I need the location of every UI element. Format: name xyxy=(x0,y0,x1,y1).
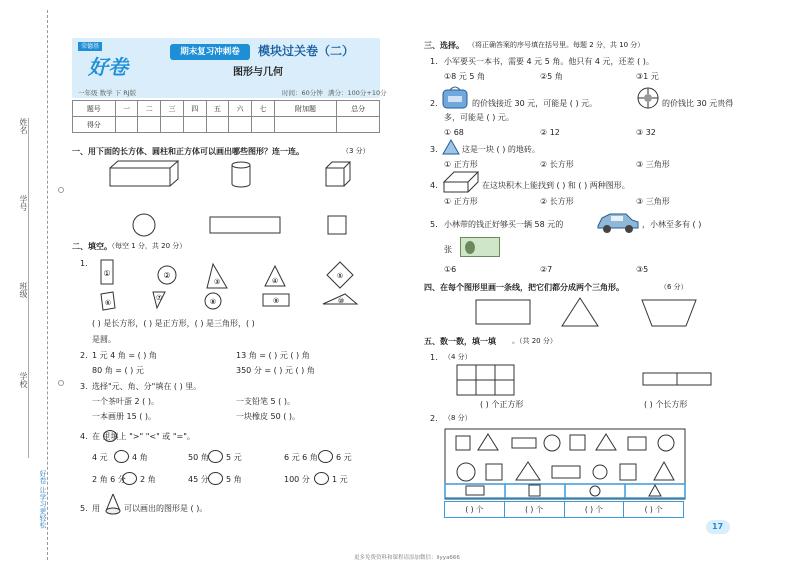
score-header-cell: 六 xyxy=(229,101,252,117)
prism-block-icon xyxy=(442,170,480,194)
brand-logo-text: 好卷 xyxy=(88,55,128,79)
banknote-icon xyxy=(460,237,500,257)
q3-4-opt-3[interactable]: ③ 三角形 xyxy=(636,197,670,206)
q5-1-number: 1. xyxy=(430,353,438,362)
count-answer-cell[interactable]: ( ) 个 xyxy=(445,502,505,518)
shape-10-triangle xyxy=(323,294,357,305)
q3-3-number: 3. xyxy=(430,145,438,154)
class-label: 班级 xyxy=(19,282,28,298)
brand-logo xyxy=(78,42,138,86)
score-cell[interactable] xyxy=(161,117,184,133)
q2-1-line1: ( ) 是长方形，( ) 是正方形，( ) 是三角形，( ) xyxy=(92,319,255,328)
q2-2-a: 1 元 4 角 = ( ) 角 xyxy=(92,351,157,360)
q3-1-opt-3[interactable]: ③1 元 xyxy=(636,72,659,81)
ball-icon xyxy=(636,86,660,110)
compare-circle-sample xyxy=(103,430,117,442)
section-5-title: 五、数一数，填一填 xyxy=(424,337,496,346)
q3-4-text: 在这块积木上能找到 ( ) 和 ( ) 两种图形。 xyxy=(482,181,630,190)
q3-5-opt-3[interactable]: ③5 xyxy=(636,265,649,274)
cmp-left: 2 角 6 分 xyxy=(92,475,126,484)
rectangle-shape xyxy=(210,217,280,233)
section-5-score: 。（共 20 分） xyxy=(512,337,557,345)
section-4-shapes xyxy=(470,296,700,330)
shape-label: ⑦ xyxy=(155,294,163,302)
score-cell[interactable] xyxy=(115,117,138,133)
q3-2-text-a: 的价钱接近 30 元，可能是 ( ) 元。 xyxy=(472,99,598,108)
trapezoid-to-split[interactable] xyxy=(642,300,696,326)
toy-car-icon xyxy=(596,210,640,234)
q3-1-opt-2[interactable]: ②5 角 xyxy=(540,72,563,81)
shape-1-rectangle xyxy=(101,260,113,284)
q2-4-number: 4. xyxy=(80,432,88,441)
q3-1-number: 1. xyxy=(430,57,438,66)
shape-7-triangle xyxy=(153,292,165,308)
score-info: 满分：100分+10分 xyxy=(328,89,387,97)
count-answer-cell[interactable]: ( ) 个 xyxy=(564,502,624,518)
triangle-to-split[interactable] xyxy=(562,298,598,326)
score-cell[interactable] xyxy=(252,117,275,133)
section-4-title: 四、在每个图形里画一条线，把它们都分成两个三角形。 xyxy=(424,283,624,292)
q3-5-text2: ，小林至多有 ( ) xyxy=(642,220,702,229)
q2-3-b: 一支铅笔 5 ( )。 xyxy=(236,397,295,406)
q3-5-opt-2[interactable]: ②7 xyxy=(540,265,553,274)
paper-title: 模块过关卷（二） xyxy=(258,44,355,58)
solids-row xyxy=(100,160,370,190)
q3-5-number: 5. xyxy=(430,220,438,229)
cmp-right: 2 角 xyxy=(140,475,156,484)
score-header-cell: 七 xyxy=(252,101,275,117)
q2-2-c: 80 角 = ( ) 元 xyxy=(92,366,144,375)
score-cell[interactable] xyxy=(206,117,229,133)
score-header-cell: 三 xyxy=(161,101,184,117)
paper-subtitle: 图形与几何 xyxy=(233,67,283,78)
section-3-title: 三、选择。 xyxy=(424,41,464,50)
q2-3-d: 一块橡皮 50 ( )。 xyxy=(236,412,301,421)
shape-label: ④ xyxy=(271,277,279,285)
q3-3-opt-1[interactable]: ① 正方形 xyxy=(444,160,478,169)
shape-3-triangle xyxy=(207,264,227,288)
score-header-cell: 一 xyxy=(115,101,138,117)
cuboid-shape xyxy=(110,161,178,186)
q3-2-text-c: 多，可能是 ( ) 元。 xyxy=(444,113,514,122)
compare-circle-input[interactable] xyxy=(122,472,137,485)
section-1-title: 一、用下面的长方体、圆柱和正方体可以画出哪些图形？连一连。 xyxy=(72,147,304,156)
q2-3-a: 一个茶叶蛋 2 ( )。 xyxy=(92,397,159,406)
cmp-right: 1 元 xyxy=(332,475,348,484)
q3-2-opt-2[interactable]: ② 12 xyxy=(540,128,560,137)
plane-shapes-row xyxy=(130,214,360,238)
shape-8-circle xyxy=(205,293,221,309)
q3-5-text3: 张 xyxy=(444,245,452,254)
cube-shape xyxy=(326,162,350,186)
q2-5-pre: 用 xyxy=(92,504,100,513)
count-answer-cell[interactable]: ( ) 个 xyxy=(624,502,684,518)
q2-3-title: 选择"元、角、分"填在 ( ) 里。 xyxy=(92,382,202,391)
section-4-score: （6 分） xyxy=(660,283,688,291)
compare-circle-input[interactable] xyxy=(208,472,223,485)
series-badge: 期末复习冲刺卷 xyxy=(170,44,250,60)
q3-1-opt-1[interactable]: ①8 元 5 角 xyxy=(444,72,485,81)
cmp-right: 4 角 xyxy=(132,453,148,462)
q3-3-opt-3[interactable]: ③ 三角形 xyxy=(636,160,670,169)
punch-hole xyxy=(58,187,64,193)
q2-2-d: 350 分 = ( ) 元 ( ) 角 xyxy=(236,366,315,375)
strip-figure xyxy=(642,372,712,386)
name-label: 姓名 xyxy=(19,118,28,134)
count-answer-cell[interactable]: ( ) 个 xyxy=(504,502,564,518)
score-header-cell: 二 xyxy=(138,101,161,117)
score-header-cell: 附加题 xyxy=(274,101,337,117)
score-header-cell: 总分 xyxy=(337,101,380,117)
q3-4-opt-2[interactable]: ② 长方形 xyxy=(540,197,574,206)
compare-circle-input[interactable] xyxy=(114,450,129,463)
shape-6-quadrilateral xyxy=(101,292,115,310)
numbered-shapes xyxy=(95,258,365,310)
score-cell[interactable] xyxy=(337,117,380,133)
q5-1-points: （4 分） xyxy=(444,353,472,361)
cmp-right: 6 元 xyxy=(336,453,352,462)
page-number: 17 xyxy=(712,522,724,531)
q3-4-opt-1[interactable]: ① 正方形 xyxy=(444,197,478,206)
shape-label: ⑨ xyxy=(272,297,280,305)
section-1-score: （3 分） xyxy=(342,147,370,155)
brand-note: 好卷 让学习更轻松 xyxy=(39,470,47,529)
q2-1-number: 1. xyxy=(80,259,88,268)
rectangle-to-split[interactable] xyxy=(476,300,530,324)
q2-3-c: 一本画册 15 ( )。 xyxy=(92,412,157,421)
q3-5-opt-1[interactable]: ①6 xyxy=(444,265,457,274)
score-header-cell: 题号 xyxy=(73,101,116,117)
shape-label: ③ xyxy=(213,278,221,286)
q3-2-opt-1[interactable]: ① 68 xyxy=(444,128,464,137)
shape-4-triangle xyxy=(265,266,285,286)
compare-circle-input[interactable] xyxy=(318,450,333,463)
circle-shape xyxy=(133,214,155,236)
shape-label: ⑩ xyxy=(337,297,345,305)
portrait-icon xyxy=(465,241,475,254)
score-header-cell: 四 xyxy=(183,101,206,117)
cone-icon xyxy=(104,493,122,517)
footer-note: 更多免费资料和课程请添加微信：ilyya666 xyxy=(354,555,460,561)
square-shape xyxy=(328,216,346,234)
shape-9-rectangle xyxy=(263,294,289,306)
shape-2-circle xyxy=(158,266,176,284)
score-header-row xyxy=(73,101,380,117)
shape-label: ① xyxy=(103,269,111,278)
compare-circle-input[interactable] xyxy=(208,450,223,463)
cmp-left: 50 角 xyxy=(188,453,209,462)
brand-small: 荣德基 xyxy=(78,42,102,51)
school-label: 学校 xyxy=(19,372,28,388)
punch-hole xyxy=(58,380,64,386)
score-cell[interactable] xyxy=(183,117,206,133)
score-cell[interactable] xyxy=(274,117,337,133)
q3-2-number: 2. xyxy=(430,99,438,108)
cmp-left: 100 分 xyxy=(284,475,310,484)
score-row xyxy=(73,117,380,133)
section-2-score: （每空 1 分，共 20 分） xyxy=(108,242,187,250)
cmp-right: 5 角 xyxy=(226,475,242,484)
q3-2-opt-3[interactable]: ③ 32 xyxy=(636,128,656,137)
q2-5-number: 5. xyxy=(80,504,88,513)
score-table xyxy=(72,100,380,133)
q2-5-post: 可以画出的图形是 ( )。 xyxy=(124,504,208,513)
q3-3-text: 这是一块 ( ) 的地砖。 xyxy=(462,145,540,154)
q5-2-points: （8 分） xyxy=(444,414,472,422)
cmp-left: 45 分 xyxy=(188,475,209,484)
shape-key-row xyxy=(444,483,686,499)
name-writing-line xyxy=(28,118,29,458)
score-header-cell: 五 xyxy=(206,101,229,117)
schoolbag-icon xyxy=(440,84,470,110)
score-row-label: 得分 xyxy=(73,117,116,133)
section-2-title: 二、填空。 xyxy=(72,242,112,251)
q2-1-line2: 是圆。 xyxy=(92,335,116,344)
q3-1-text: 小军要买一本书，需要 4 元 5 角。他只有 4 元，还差 ( )。 xyxy=(444,57,654,66)
shape-label: ⑤ xyxy=(336,272,344,280)
q2-3-number: 3. xyxy=(80,382,88,391)
q2-2-b: 13 角 = ( ) 元 ( ) 角 xyxy=(236,351,310,360)
score-cell[interactable] xyxy=(229,117,252,133)
shape-label: ⑧ xyxy=(209,298,217,306)
q5-1-answer-2: ( ) 个长方形 xyxy=(644,400,688,409)
shape-label: ② xyxy=(163,271,171,280)
student-id-label: 学号 xyxy=(19,195,28,211)
q3-5-text: 小林带的钱正好够买一辆 58 元的 xyxy=(444,220,564,229)
shape-label: ⑥ xyxy=(104,299,112,307)
cmp-left: 4 元 xyxy=(92,453,108,462)
q5-1-answer-1: ( ) 个正方形 xyxy=(480,400,524,409)
grade-info: 一年级 数学 下 RJ版 xyxy=(78,89,137,97)
cylinder-shape xyxy=(232,162,250,187)
q3-2-text-b: 的价钱比 30 元贵得 xyxy=(662,99,734,108)
tile-triangle-icon xyxy=(442,139,460,155)
count-table xyxy=(444,501,684,518)
section-3-note: （将正确答案的序号填在括号里。每题 2 分，共 10 分） xyxy=(468,41,645,49)
compare-circle-input[interactable] xyxy=(314,472,329,485)
q5-2-number: 2. xyxy=(430,414,438,423)
q2-2-number: 2. xyxy=(80,351,88,360)
cmp-left: 6 元 6 角 xyxy=(284,453,318,462)
q2-4-title: 在 里填上 ">" "<" 或 "="。 xyxy=(92,432,195,441)
score-cell[interactable] xyxy=(138,117,161,133)
q3-3-opt-2[interactable]: ② 长方形 xyxy=(540,160,574,169)
grid-figure xyxy=(456,364,516,396)
time-info: 时间：60分钟 xyxy=(282,89,323,97)
shape-5-square xyxy=(327,262,353,288)
cmp-right: 5 元 xyxy=(226,453,242,462)
q3-4-number: 4. xyxy=(430,181,438,190)
